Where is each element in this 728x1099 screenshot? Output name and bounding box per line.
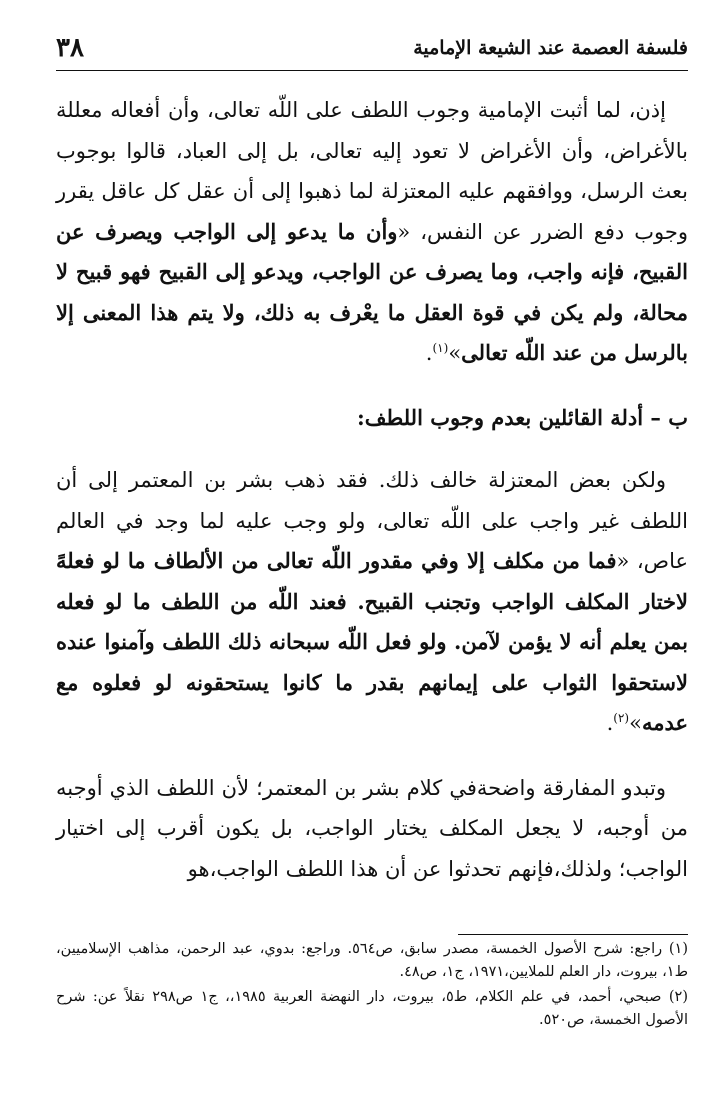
running-title: فلسفة العصمة عند الشيعة الإمامية bbox=[413, 37, 688, 59]
quote-close-2: » bbox=[629, 711, 642, 735]
paragraph-3: وتبدو المفارقة واضحةفي كلام بشر بن المعتمر؛ لأن اللطف الذي أوجبه من أوجبه، لا يجعل المكلف يختار الواجب، بل يكون أقرب إلى اختيار الواجب؛ ولذلك،فإنهم تحدثوا عن أن هذا اللطف الواجب،هو bbox=[56, 775, 688, 881]
footnote-rule bbox=[458, 934, 688, 935]
footnote-2: (٢) صبحي، أحمد، في علم الكلام، ط٥، بيروت، دار النهضة العربية ١٩٨٥،، ج١ ص٢٩٨ نقلاً عن: شرح الأصول الخمسة، ص٥٢٠. bbox=[56, 989, 688, 1028]
paragraph-2-text: ولكن بعض المعتزلة خالف ذلك. فقد ذهب بشر بن المعتمر إلى أن اللطف غير واجب على اللّه تعالى، ولو وجب عليه لما وجد في العالم عاص، « bbox=[56, 468, 688, 573]
header-rule bbox=[56, 70, 688, 71]
section-heading: ب – أدلة القائلين بعدم وجوب اللطف: bbox=[357, 404, 688, 430]
period-1: . bbox=[425, 341, 433, 365]
footnote-1: (١) راجع: شرح الأصول الخمسة، مصدر سابق، ص٥٦٤. وراجع: بدوي، عبد الرحمن، مذاهب الإسلاميين، ط١، بيروت، دار العلم للملايين،١٩٧١، ج١، ص٤٨. bbox=[56, 941, 688, 980]
quotation-2: فما من مكلف إلا وفي مقدور اللّه تعالى من الألطاف ما لو فعلهً لاختار المكلف الواجب وتجنب القبيح. فعند اللّه من اللطف ما لو فعله بمن يعلم أنه لا يؤمن لآمن. ولو فعل اللّه سبحانه ذلك اللطف وآمنوا عنده لاستحقوا الثواب على إيمانهم بقدر ما كانوا يستحقونه لو فعلوه مع عدمه bbox=[56, 548, 688, 735]
page-header bbox=[56, 30, 688, 66]
page-number: ٣٨ bbox=[56, 33, 84, 63]
paragraph-2 bbox=[56, 460, 688, 744]
footnote-ref-1: (١) bbox=[432, 341, 449, 355]
paragraph-1-text: إذن، لما أثبت الإمامية وجوب اللطف على اللّه تعالى، وأن أفعاله معللة بالأغراض، وأن الأغراض لا تعود إليه تعالى، بل إلى العباد، قالوا بوجوب بعث الرسل، ووافقهم عليه المعتزلة لما ذهبوا إلى أن عقل كل عاقل يقرر وجوب دفع الضرر عن النفس، « bbox=[56, 98, 688, 244]
footnotes bbox=[56, 938, 688, 1034]
main-text bbox=[56, 90, 688, 913]
quote-close-1: » bbox=[448, 341, 462, 365]
footnote-ref-2: (٢) bbox=[613, 711, 630, 725]
period-2: . bbox=[606, 711, 614, 735]
paragraph-1 bbox=[56, 90, 688, 374]
quotation-1: وأن ما يدعو إلى الواجب ويصرف عن القبيح، فإنه واجب، وما يصرف عن الواجب، ويدعو إلى القبيح فهو قبيح لا محالة، ولم يكن في قوة العقل ما يعْرف به ذلك، ولا يتم هذا المعنى إلا بالرسل من عند اللّه تعالى bbox=[56, 218, 688, 365]
